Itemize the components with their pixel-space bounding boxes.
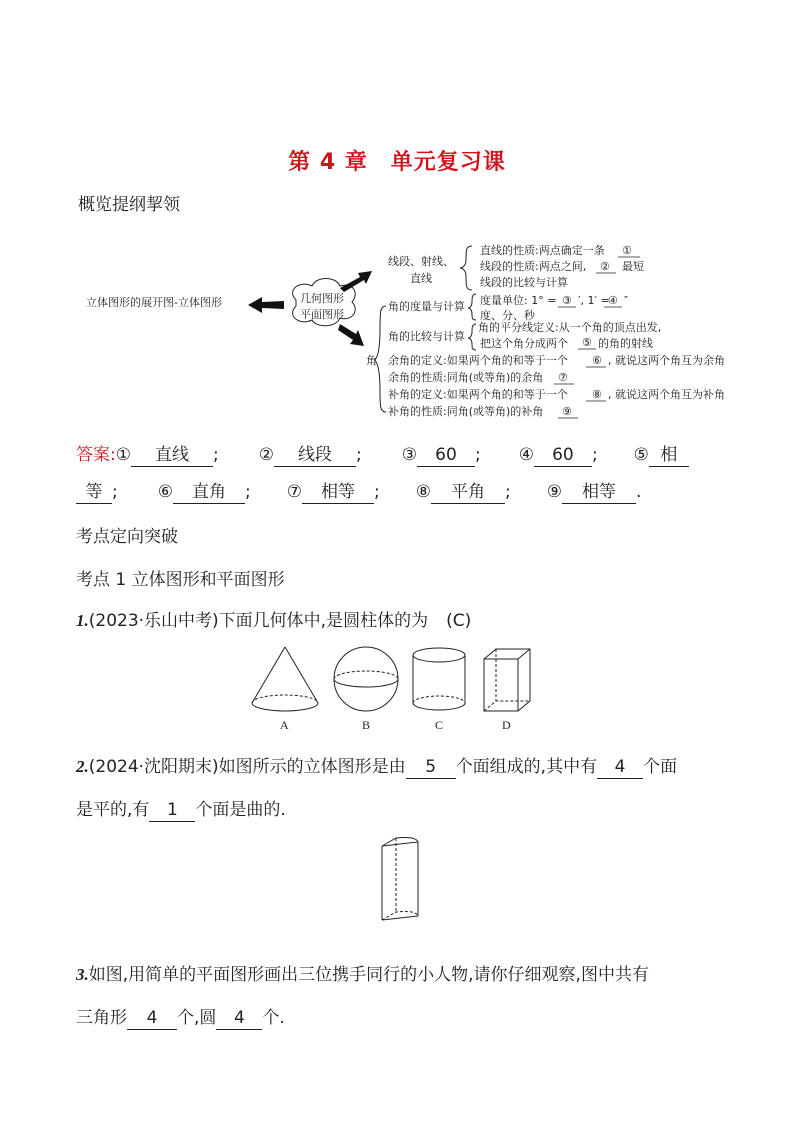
answer-num-6: ⑥ — [157, 482, 173, 502]
mindmap-angle-label: 角 — [366, 354, 377, 367]
kaodian-heading: 考点 1 立体图形和平面图形 — [76, 570, 285, 590]
cylinder-shape — [413, 648, 465, 710]
brace-angle — [374, 306, 386, 412]
q2-blank-2: 4 — [597, 758, 643, 779]
upper-item-3: 线段的比较与计算 — [480, 276, 568, 289]
mindmap-left-node: 立体图形的展开图-立体图形 — [86, 296, 222, 309]
answer-blank-4: 60 — [534, 446, 592, 467]
sep: ; — [591, 445, 598, 465]
circled-8: ⑧ — [592, 388, 602, 401]
bisector-line-3: 的角的射线 — [598, 337, 653, 350]
question-3-line-2 — [76, 1003, 285, 1030]
upper-item-1: 直线的性质:两点确定一条 — [480, 244, 605, 257]
mind-map — [0, 230, 794, 430]
mindmap-upper-branch-line2: 直线 — [410, 272, 432, 285]
q2-text-d: 是平的,有 — [76, 800, 150, 820]
question-2-line-2 — [76, 795, 286, 822]
upper-item-2: 线段的性质:两点之间, — [480, 260, 587, 273]
q2-blank-1: 5 — [406, 758, 456, 779]
circled-9: ⑨ — [562, 405, 572, 418]
q1-answer: (C) — [446, 611, 472, 631]
arrow-up-right-icon — [340, 271, 372, 292]
answers-line-2 — [76, 482, 641, 504]
answers-label: 答案: — [76, 445, 116, 465]
q2-solid-figure — [372, 834, 432, 934]
comp-def: 余角的定义:如果两个角的和等于一个 — [388, 354, 568, 367]
label-a: A — [280, 718, 289, 732]
answer-num-7: ⑦ — [286, 482, 302, 502]
bisector-line-2: 把这个角分成两个 — [480, 337, 568, 350]
sep: ; — [212, 445, 219, 465]
label-d: D — [502, 718, 511, 732]
question-1 — [76, 606, 471, 631]
q2-number: 2. — [76, 757, 89, 776]
q2-text-a: (2024·沈阳期末)如图所示的立体图形是由 — [88, 757, 406, 777]
measure-unit-3: ″ — [624, 294, 629, 307]
mindmap-center-line1: 几何图形 — [300, 292, 344, 305]
q2-text-e: 个面是曲的. — [195, 800, 286, 820]
sep: ; — [355, 445, 362, 465]
mindmap-upper-branch-line1: 线段、射线、 — [388, 255, 454, 268]
answer-blank-5a: 相 — [649, 446, 689, 467]
page-title: 第 4 章 单元复习课 — [288, 150, 506, 175]
cuboid-shape — [484, 649, 530, 711]
comp-def-tail: , 就说这两个角互为余角 — [608, 354, 725, 367]
q3-text-a: 如图,用简单的平面图形画出三位携手同行的小人物,请你仔细观察,图中共有 — [88, 965, 649, 985]
sphere-shape — [334, 647, 398, 711]
answers-line-1 — [76, 440, 689, 467]
supp-def-tail: , 就说这两个角互为补角 — [608, 388, 725, 401]
q2-text-b: 个面组成的,其中有 — [455, 757, 598, 777]
section-overview-heading: 概览提纲挈领 — [78, 195, 180, 215]
brace-upper — [460, 246, 472, 290]
answer-num-5: ⑤ — [633, 445, 649, 465]
answer-blank-9: 相等 — [562, 483, 636, 504]
q1-text: (2023·乐山中考)下面几何体中,是圆柱体的为 — [88, 611, 429, 631]
circled-4: ④ — [608, 294, 618, 307]
end-period: . — [635, 482, 642, 502]
question-2-line-1 — [76, 752, 677, 779]
question-3-line-1 — [76, 960, 649, 985]
q1-number: 1. — [76, 611, 89, 630]
bisector-line-1: 角的平分线定义:从一个角的顶点出发, — [478, 321, 662, 334]
answer-num-9: ⑨ — [546, 482, 562, 502]
answer-blank-7: 相等 — [302, 483, 374, 504]
q2-text-c: 个面 — [643, 757, 678, 777]
upper-item-2-tail: 最短 — [622, 260, 644, 273]
mindmap-center-line2: 平面图形 — [300, 308, 344, 321]
sep: ; — [112, 482, 118, 502]
supp-prop: 补角的性质:同角(或等角)的补角 — [388, 405, 544, 418]
answer-blank-8: 平角 — [431, 483, 505, 504]
label-c: C — [435, 718, 444, 732]
answer-num-8: ⑧ — [415, 482, 431, 502]
sep: ; — [474, 445, 481, 465]
measure-unit-2: ′, 1′ = — [578, 294, 610, 307]
sep: ; — [373, 482, 380, 502]
answer-num-1: ① — [115, 445, 131, 465]
answer-num-3: ③ — [401, 445, 417, 465]
q3-number: 3. — [76, 965, 89, 984]
arrow-left-icon — [248, 297, 284, 313]
cone-shape — [252, 647, 318, 711]
q3-text-c: 个,圆 — [177, 1008, 217, 1028]
circled-3: ③ — [562, 294, 572, 307]
circled-2: ② — [600, 260, 610, 273]
q3-blank-2: 4 — [216, 1009, 262, 1030]
circled-1: ① — [622, 244, 632, 257]
sep: ; — [244, 482, 251, 502]
arrow-down-right-icon — [338, 324, 364, 346]
section-exam-heading: 考点定向突破 — [76, 527, 178, 547]
answer-blank-3: 60 — [417, 446, 475, 467]
circled-6: ⑥ — [592, 354, 602, 367]
sep: ; — [504, 482, 511, 502]
supp-def: 补角的定义:如果两个角的和等于一个 — [388, 388, 568, 401]
answer-num-4: ④ — [518, 445, 534, 465]
q2-blank-3: 1 — [149, 801, 195, 822]
compare-label: 角的比较与计算 — [388, 330, 465, 343]
q3-text-b: 三角形 — [76, 1008, 127, 1028]
quarter-cylinder-prism-shape — [382, 838, 418, 921]
answer-blank-1: 直线 — [131, 446, 213, 467]
q1-solids-figure — [240, 645, 560, 737]
answer-num-2: ② — [258, 445, 274, 465]
answer-blank-2: 线段 — [274, 446, 356, 467]
answer-blank-5b: 等 — [76, 483, 112, 504]
measure-label: 角的度量与计算 — [388, 300, 465, 313]
q3-blank-1: 4 — [127, 1009, 177, 1030]
q3-text-d: 个. — [262, 1008, 285, 1028]
label-b: B — [362, 718, 371, 732]
answer-blank-6: 直角 — [173, 483, 245, 504]
comp-prop: 余角的性质:同角(或等角)的余角 — [388, 371, 544, 384]
measure-unit: 度量单位: 1° = — [480, 294, 557, 307]
measure-units: 度、分、秒 — [480, 309, 535, 322]
circled-5: ⑤ — [582, 336, 592, 349]
circled-7: ⑦ — [558, 371, 568, 384]
